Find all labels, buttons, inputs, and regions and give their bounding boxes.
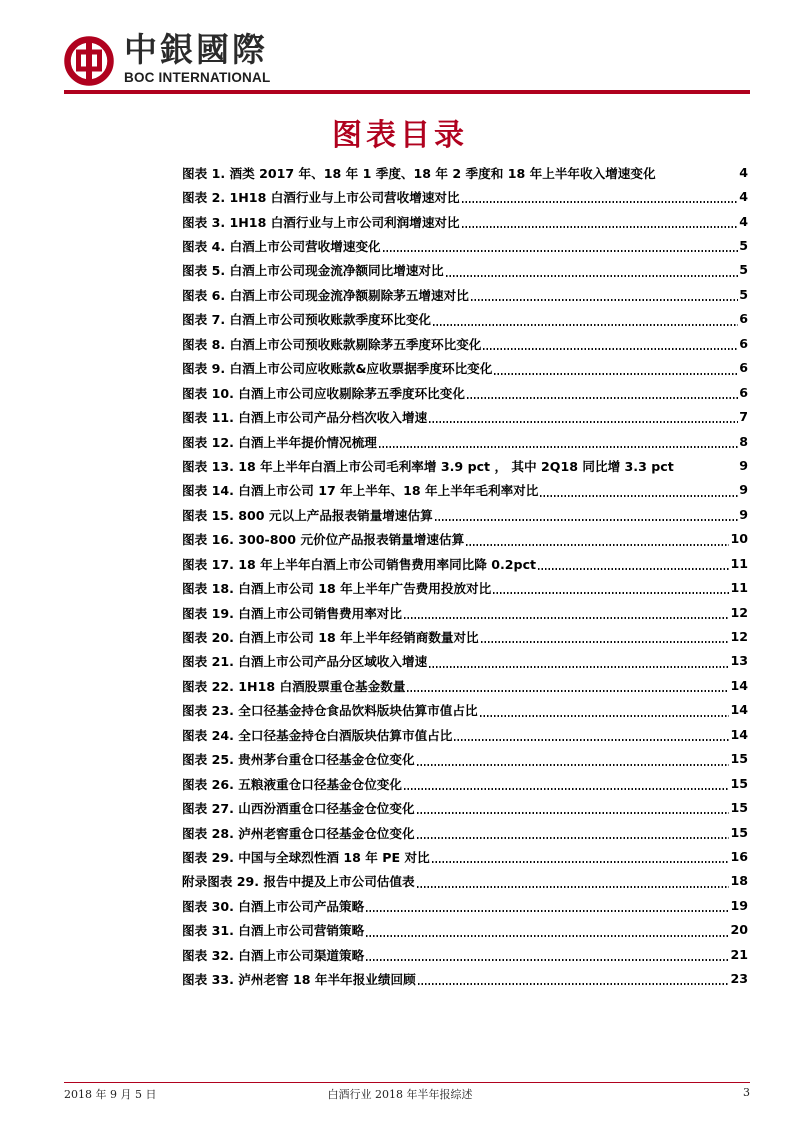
toc-entry-page: 14 — [730, 677, 748, 693]
toc-entry-label: 图表 17. 18 年上半年白酒上市公司销售费用率同比降 0.2pct — [182, 556, 537, 572]
toc-entry[interactable] — [182, 722, 748, 746]
toc-entry-page: 10 — [730, 531, 748, 547]
footer-report-title: 白酒行业 2018 年半年报综述 — [327, 1088, 473, 1101]
toc-entry-page: 23 — [730, 971, 748, 987]
toc-entry-label: 图表 23. 全口径基金持仓食品饮料版块估算市值占比 — [182, 703, 478, 719]
toc-entry-leader — [445, 258, 739, 282]
toc-entry-page: 4 — [739, 213, 748, 229]
toc-entry[interactable] — [182, 771, 748, 795]
toc-entry-leader — [461, 184, 739, 208]
toc-entry-label: 图表 4. 白酒上市公司营收增速变化 — [182, 239, 381, 255]
toc-entry-label: 图表 21. 白酒上市公司产品分区域收入增速 — [182, 654, 428, 670]
toc-entry[interactable] — [182, 747, 748, 771]
toc-entry-page: 14 — [730, 702, 748, 718]
toc-entry[interactable] — [182, 918, 748, 942]
toc-entry-label: 图表 6. 白酒上市公司现金流净额剔除茅五增速对比 — [182, 287, 469, 303]
toc-entry-leader — [537, 551, 729, 575]
toc-entry-page: 14 — [730, 726, 748, 742]
toc-entry-leader — [406, 673, 729, 697]
toc-entry-page: 5 — [739, 238, 748, 254]
toc-entry-leader — [470, 282, 738, 306]
toc-entry-leader — [461, 209, 739, 233]
toc-entry-leader — [428, 404, 738, 428]
toc-entry-page: 9 — [739, 506, 748, 522]
table-of-figures — [182, 160, 748, 991]
toc-entry-page: 6 — [739, 311, 748, 327]
toc-entry-page: 5 — [739, 286, 748, 302]
toc-entry-leader — [382, 233, 739, 257]
toc-entry-leader — [479, 698, 730, 722]
toc-entry-label: 图表 29. 中国与全球烈性酒 18 年 PE 对比 — [182, 849, 430, 865]
toc-entry-leader — [403, 600, 729, 624]
toc-entry[interactable] — [182, 282, 748, 306]
toc-entry-label: 图表 32. 白酒上市公司渠道策略 — [182, 947, 365, 963]
toc-entry-page: 18 — [730, 873, 748, 889]
toc-entry[interactable] — [182, 404, 748, 428]
toc-entry-label: 图表 5. 白酒上市公司现金流净额同比增速对比 — [182, 263, 444, 279]
toc-entry-page: 6 — [739, 360, 748, 376]
toc-entry-label: 图表 27. 山西汾酒重仓口径基金仓位变化 — [182, 801, 415, 817]
toc-entry-page: 9 — [739, 482, 748, 498]
toc-entry-leader — [403, 771, 729, 795]
toc-entry[interactable] — [182, 233, 748, 257]
toc-entry[interactable] — [182, 673, 748, 697]
toc-entry-label: 图表 12. 白酒上半年提价情况梳理 — [182, 434, 377, 450]
toc-entry-leader — [428, 649, 729, 673]
toc-entry-page: 12 — [730, 629, 748, 645]
toc-entry-label: 图表 25. 贵州茅台重仓口径基金仓位变化 — [182, 752, 415, 768]
toc-entry-leader — [416, 795, 730, 819]
toc-entry-label: 图表 2. 1H18 白酒行业与上市公司营收增速对比 — [182, 190, 460, 206]
toc-entry-leader — [416, 869, 730, 893]
toc-entry-label: 图表 14. 白酒上市公司 17 年上半年、18 年上半年毛利率对比 — [182, 483, 539, 499]
toc-entry-page: 11 — [730, 555, 748, 571]
brand-name-english: BOC INTERNATIONAL — [124, 70, 271, 85]
toc-entry-leader — [480, 624, 730, 648]
toc-entry-leader — [657, 160, 719, 184]
toc-entry-page: 12 — [730, 604, 748, 620]
toc-entry-leader — [539, 478, 738, 502]
toc-entry[interactable] — [182, 942, 748, 966]
toc-entry-page: 13 — [730, 653, 748, 669]
toc-entry-page: 19 — [730, 897, 748, 913]
toc-entry[interactable] — [182, 160, 748, 184]
toc-entry[interactable] — [182, 184, 748, 208]
toc-entry[interactable] — [182, 649, 748, 673]
toc-entry-label: 图表 28. 泸州老窖重仓口径基金仓位变化 — [182, 825, 415, 841]
toc-entry[interactable] — [182, 575, 748, 599]
toc-entry-page: 16 — [730, 848, 748, 864]
toc-entry-label: 图表 19. 白酒上市公司销售费用率对比 — [182, 605, 402, 621]
toc-entry[interactable] — [182, 698, 748, 722]
toc-entry[interactable] — [182, 844, 748, 868]
toc-entry-page: 11 — [730, 580, 748, 596]
toc-entry-label: 图表 11. 白酒上市公司产品分档次收入增速 — [182, 410, 428, 426]
toc-entry-leader — [365, 942, 729, 966]
toc-entry-leader — [492, 575, 729, 599]
toc-entry-label: 图表 1. 酒类 2017 年、18 年 1 季度、18 年 2 季度和 18 年上半年收入增速变化 — [182, 165, 656, 181]
toc-entry-leader — [365, 918, 729, 942]
toc-entry-leader — [466, 380, 738, 404]
toc-entry-label: 图表 9. 白酒上市公司应收账款&应收票据季度环比变化 — [182, 361, 493, 377]
toc-entry-label: 图表 30. 白酒上市公司产品策略 — [182, 898, 365, 914]
toc-entry-leader — [417, 966, 730, 990]
toc-entry-label: 图表 24. 全口径基金持仓白酒版块估算市值占比 — [182, 727, 453, 743]
toc-entry[interactable] — [182, 209, 748, 233]
toc-entry-label: 图表 22. 1H18 白酒股票重仓基金数量 — [182, 678, 406, 694]
toc-entry-leader — [378, 429, 738, 453]
toc-entry-label: 图表 16. 300-800 元价位产品报表销量增速估算 — [182, 532, 465, 548]
toc-entry-label: 图表 26. 五粮液重仓口径基金仓位变化 — [182, 776, 402, 792]
toc-entry[interactable] — [182, 429, 748, 453]
toc-entry-leader — [493, 356, 738, 380]
toc-entry[interactable] — [182, 331, 748, 355]
toc-entry[interactable] — [182, 527, 748, 551]
page-header — [0, 0, 800, 100]
toc-entry-page: 15 — [730, 800, 748, 816]
toc-entry[interactable] — [182, 795, 748, 819]
toc-entry-page: 15 — [730, 775, 748, 791]
toc-entry-leader — [416, 747, 730, 771]
footer-divider — [64, 1082, 750, 1083]
toc-entry[interactable] — [182, 356, 748, 380]
toc-entry-label: 图表 8. 白酒上市公司预收账款剔除茅五季度环比变化 — [182, 336, 482, 352]
toc-entry-page: 6 — [739, 384, 748, 400]
toc-entry-label: 图表 31. 白酒上市公司营销策略 — [182, 923, 365, 939]
toc-entry-page: 4 — [739, 189, 748, 205]
toc-entry-page: 9 — [739, 457, 748, 473]
toc-entry-page: 15 — [730, 824, 748, 840]
toc-title: 图表目录 — [332, 118, 468, 153]
brand-name-chinese: 中銀國際 — [124, 30, 268, 69]
toc-entry-label: 图表 7. 白酒上市公司预收账款季度环比变化 — [182, 312, 432, 328]
toc-entry[interactable] — [182, 307, 748, 331]
toc-entry-page: 4 — [739, 164, 748, 180]
footer-page-number: 3 — [743, 1086, 750, 1099]
toc-entry-page: 8 — [739, 433, 748, 449]
boc-logo-icon — [64, 36, 114, 86]
toc-entry[interactable] — [182, 966, 748, 990]
toc-entry-page: 15 — [730, 751, 748, 767]
toc-entry-leader — [482, 331, 738, 355]
toc-entry-page: 7 — [739, 409, 748, 425]
toc-entry-leader — [416, 820, 730, 844]
toc-entry-label: 附录图表 29. 报告中提及上市公司估值表 — [182, 874, 415, 890]
toc-entry[interactable] — [182, 551, 748, 575]
toc-entry-label: 图表 33. 泸州老窖 18 年半年报业绩回顾 — [182, 972, 416, 988]
toc-entry-leader — [675, 453, 719, 477]
toc-entry[interactable] — [182, 453, 748, 477]
toc-entry-label: 图表 20. 白酒上市公司 18 年上半年经销商数量对比 — [182, 630, 479, 646]
toc-entry-leader — [434, 502, 739, 526]
toc-entry[interactable] — [182, 624, 748, 648]
toc-entry-leader — [432, 307, 738, 331]
toc-entry[interactable] — [182, 258, 748, 282]
toc-entry[interactable] — [182, 478, 748, 502]
footer-date: 2018 年 9 月 5 日 — [64, 1088, 157, 1101]
header-divider — [64, 90, 750, 94]
toc-entry[interactable] — [182, 502, 748, 526]
toc-entry-page: 20 — [730, 922, 748, 938]
toc-entry-label: 图表 10. 白酒上市公司应收剔除茅五季度环比变化 — [182, 385, 465, 401]
toc-entry-leader — [431, 844, 730, 868]
toc-entry[interactable] — [182, 893, 748, 917]
toc-entry-label: 图表 18. 白酒上市公司 18 年上半年广告费用投放对比 — [182, 581, 492, 597]
toc-entry-label: 图表 3. 1H18 白酒行业与上市公司利润增速对比 — [182, 214, 460, 230]
toc-entry-leader — [453, 722, 729, 746]
toc-entry-label: 图表 13. 18 年上半年白酒上市公司毛利率增 3.9 pct ， 其中 2Q18 同比增 3.3 pct — [182, 458, 674, 474]
toc-entry-page: 6 — [739, 335, 748, 351]
toc-entry-page: 5 — [739, 262, 748, 278]
toc-entry[interactable] — [182, 600, 748, 624]
toc-entry[interactable] — [182, 820, 748, 844]
toc-entry-leader — [465, 527, 729, 551]
toc-entry[interactable] — [182, 380, 748, 404]
toc-entry[interactable] — [182, 869, 748, 893]
toc-entry-page: 21 — [730, 946, 748, 962]
toc-entry-leader — [365, 893, 729, 917]
toc-entry-label: 图表 15. 800 元以上产品报表销量增速估算 — [182, 507, 433, 523]
